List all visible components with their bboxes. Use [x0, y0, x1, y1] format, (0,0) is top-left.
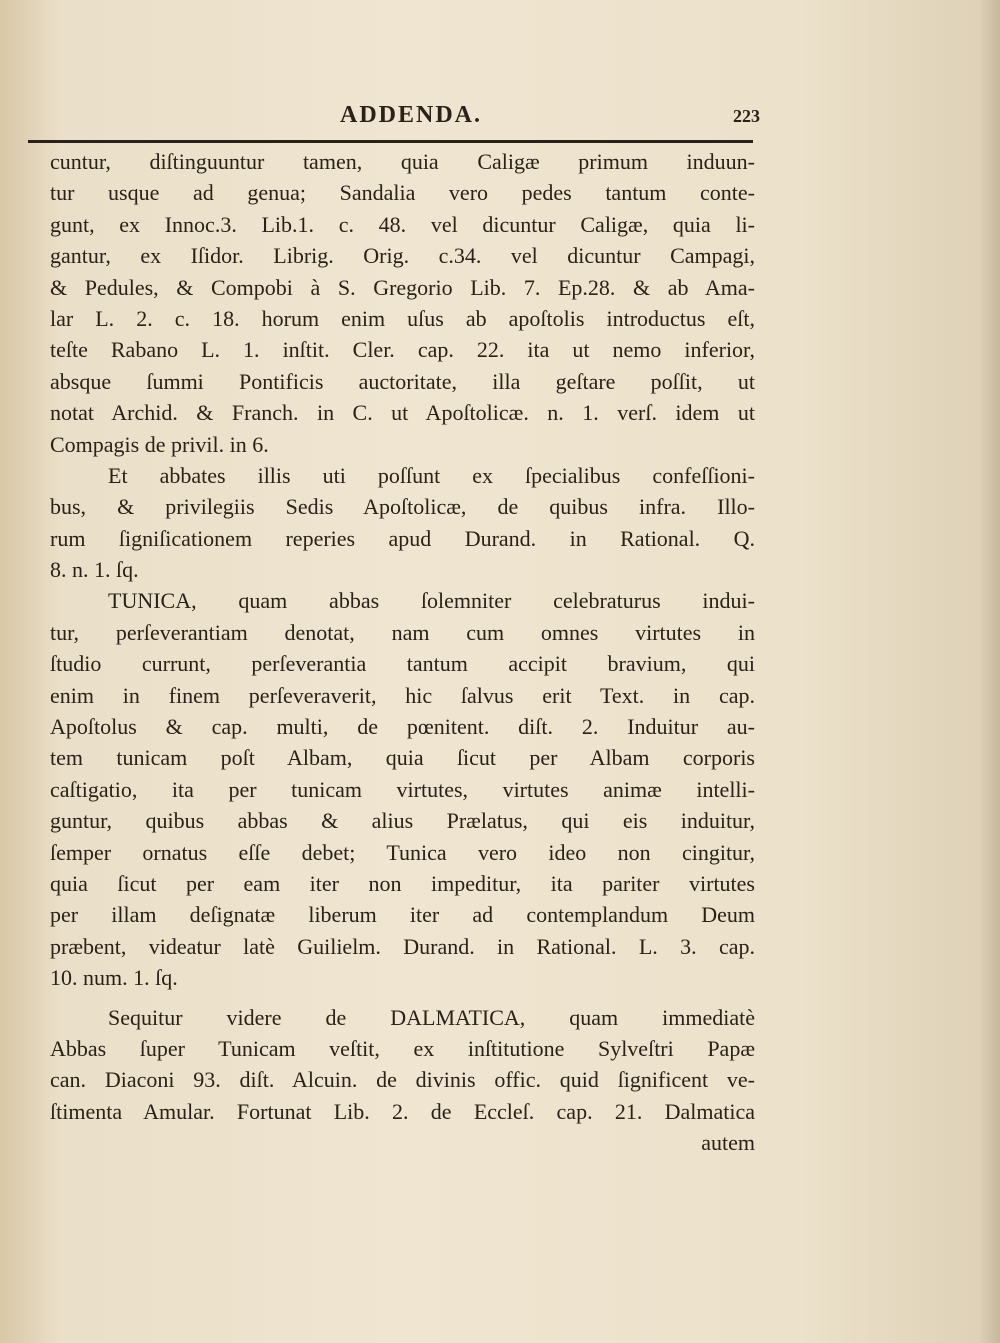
text-line: & Pedules, & Compobi à S. Gregorio Lib. 7. Ep.28. & ab Ama- [50, 274, 755, 300]
page-number: 223 [733, 106, 760, 126]
text-line: Compagis de privil. in 6. [50, 431, 269, 457]
running-title: ADDENDA. [340, 102, 482, 128]
text-line: notat Archid. & Franch. in C. ut Apoſtolicæ. n. 1. verſ. idem ut [50, 400, 755, 426]
text-line: cuntur, diſtinguuntur tamen, quia Caligæ primum induun- [50, 149, 755, 174]
text-line: absque ſummi Pontificis auctoritate, illa geſtare poſſit, ut [50, 368, 755, 394]
body-text [50, 146, 755, 1159]
text-line: Apoſtolus & cap. multi, de pœnitent. diſt. 2. Induitur au- [50, 714, 755, 740]
text-line: guntur, quibus abbas & alius Prælatus, qui eis induitur, [50, 808, 755, 834]
text-line: TUNICA, quam abbas ſolemniter celebraturus indui- [108, 588, 755, 614]
text-line: rum ſigniſicationem reperies apud Durand. in Rational. Q. [50, 525, 755, 551]
page-edge-shadow [978, 0, 1000, 1343]
text-line: gantur, ex Iſidor. Librig. Orig. c.34. vel dicuntur Campagi, [50, 243, 755, 269]
running-head [50, 102, 760, 136]
text-line: lar L. 2. c. 18. horum enim uſus ab apoſtolis introductus eſt, [50, 305, 755, 331]
text-line: per illam deſignatæ liberum iter ad contemplandum Deum [50, 902, 755, 928]
text-line: tur usque ad genua; Sandalia vero pedes tantum conte- [50, 180, 755, 206]
text-line: can. Diaconi 93. diſt. Alcuin. de divinis offic. quid ſignificent ve- [50, 1067, 755, 1093]
text-line: caſtigatio, ita per tunicam virtutes, virtutes animæ intelli- [50, 776, 755, 802]
text-line: Abbas ſuper Tunicam veſtit, ex inſtitutione Sylveſtri Papæ [50, 1035, 755, 1061]
text-line: Et abbates illis uti poſſunt ex ſpecialibus confeſſioni- [108, 462, 755, 488]
catchword: autem [701, 1130, 755, 1156]
text-line: ſemper ornatus eſſe debet; Tunica vero ideo non cingitur, [50, 839, 755, 865]
text-line: enim in finem perſeveraverit, hic ſalvus erit Text. in cap. [50, 682, 755, 708]
text-line: 10. num. 1. ſq. [50, 965, 178, 991]
text-line: bus, & privilegiis Sedis Apoſtolicæ, de quibus infra. Illo- [50, 494, 755, 520]
text-line: præbent, videatur latè Guilielm. Durand. in Rational. L. 3. cap. [50, 933, 755, 959]
text-line: teſte Rabano L. 1. inſtit. Cler. cap. 22. ita ut nemo inferior, [50, 337, 755, 363]
text-line: tur, perſeverantiam denotat, nam cum omnes virtutes in [50, 619, 755, 645]
text-line: Sequitur videre de DALMATICA, quam immediatè [108, 1004, 755, 1030]
text-line: 8. n. 1. ſq. [50, 557, 139, 583]
text-line: tem tunicam poſt Albam, quia ſicut per Albam corporis [50, 745, 755, 771]
text-line: ſtudio currunt, perſeverantia tantum accipit bravium, qui [50, 651, 755, 677]
header-rule [28, 140, 753, 143]
text-line: gunt, ex Innoc.3. Lib.1. c. 48. vel dicuntur Caligæ, quia li- [50, 211, 755, 237]
text-line: quia ſicut per eam iter non impeditur, ita pariter virtutes [50, 870, 755, 896]
text-line: ſtimenta Amular. Fortunat Lib. 2. de Eccleſ. cap. 21. Dalmatica [50, 1098, 755, 1124]
paragraph-gap [50, 994, 755, 1002]
